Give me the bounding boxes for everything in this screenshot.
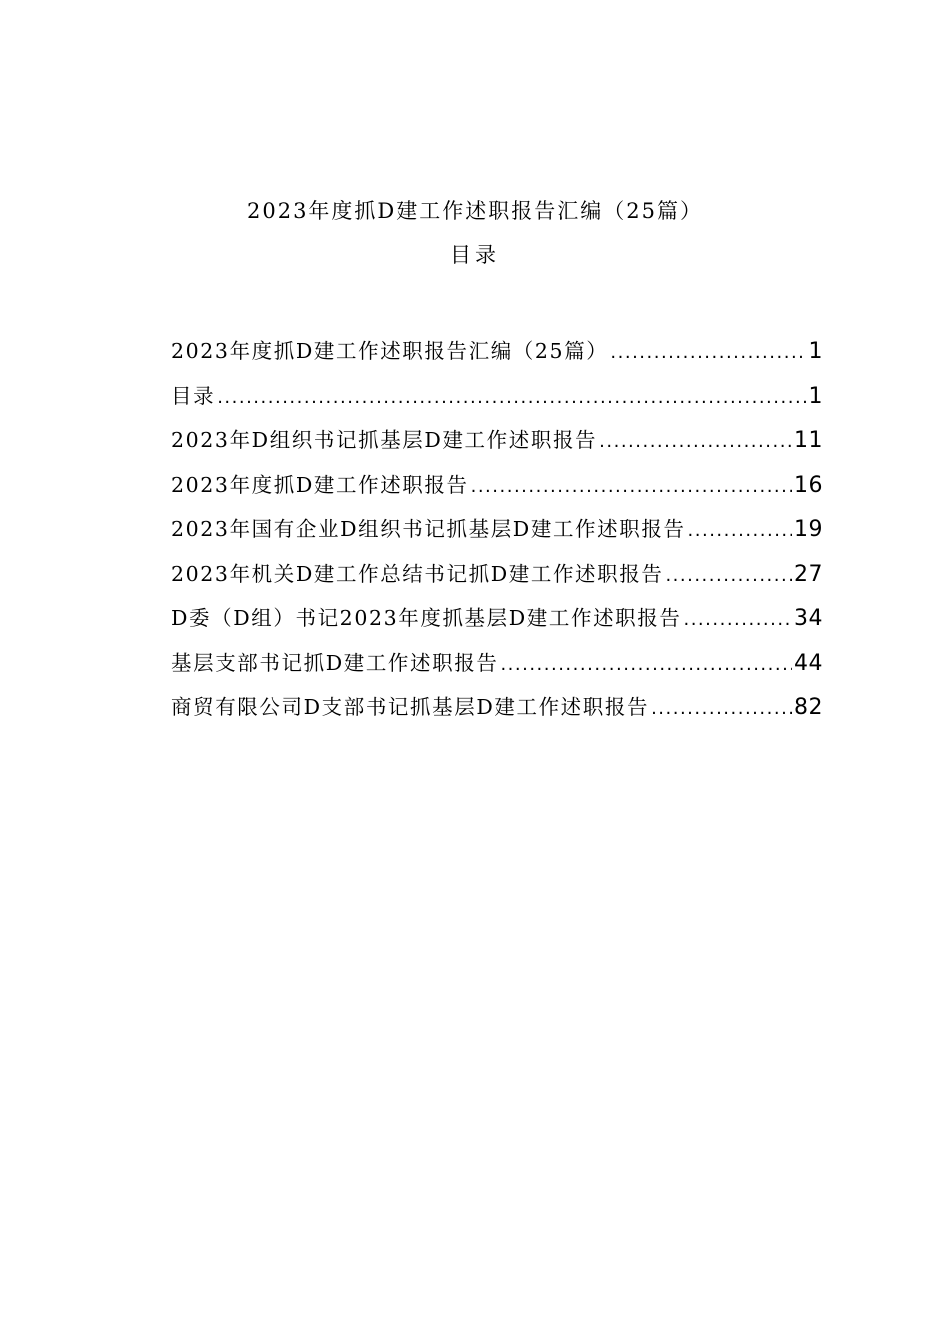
toc-entry[interactable] — [171, 512, 823, 557]
toc-entry[interactable] — [171, 334, 823, 379]
toc-dot-leader — [217, 381, 806, 415]
toc-entry-title: 2023年度抓D建工作述职报告 — [171, 472, 469, 497]
toc-entry-page: 1 — [808, 383, 823, 409]
toc-entry-page: 27 — [794, 561, 823, 587]
toc-entry[interactable] — [171, 423, 823, 468]
toc-entry[interactable] — [171, 468, 823, 513]
document-subtitle: 目录 — [450, 243, 500, 267]
toc-entry-title: 基层支部书记抓D建工作述职报告 — [171, 650, 499, 675]
toc-entry-page: 1 — [808, 339, 823, 364]
toc-entry-page: 82 — [794, 695, 823, 720]
toc-entry[interactable] — [171, 601, 823, 646]
toc-entry[interactable] — [171, 557, 823, 602]
toc-dot-leader — [651, 692, 792, 726]
toc-entry-title: 商贸有限公司D支部书记抓基层D建工作述职报告 — [171, 695, 650, 719]
toc-dot-leader — [500, 648, 792, 682]
toc-dot-leader — [683, 603, 792, 637]
toc-entry-page: 34 — [794, 606, 823, 631]
toc-entry-title: 目录 — [171, 383, 216, 408]
toc-entry[interactable] — [171, 379, 823, 424]
toc-entry-title: 2023年D组织书记抓基层D建工作述职报告 — [171, 428, 598, 452]
toc-dot-leader — [610, 336, 806, 370]
toc-entry-page: 19 — [794, 517, 823, 542]
toc-entry[interactable] — [171, 690, 823, 735]
toc-entry-title: 2023年国有企业D组织书记抓基层D建工作述职报告 — [171, 517, 686, 541]
toc-entry-page: 11 — [794, 428, 823, 453]
toc-entry[interactable] — [171, 646, 823, 691]
toc-entry-title: D委（D组）书记2023年度抓基层D建工作述职报告 — [171, 606, 682, 630]
toc-dot-leader — [665, 559, 792, 593]
toc-entry-page: 44 — [794, 650, 823, 676]
toc-dot-leader — [471, 470, 792, 504]
toc-entry-title: 2023年度抓D建工作述职报告汇编（25篇） — [171, 339, 609, 363]
table-of-contents — [171, 334, 823, 735]
toc-dot-leader — [599, 425, 792, 459]
document-title: 2023年度抓D建工作述职报告汇编（25篇） — [246, 199, 703, 223]
toc-entry-title: 2023年机关D建工作总结书记抓D建工作述职报告 — [171, 561, 664, 586]
toc-entry-page: 16 — [794, 472, 823, 498]
toc-dot-leader — [688, 514, 792, 548]
